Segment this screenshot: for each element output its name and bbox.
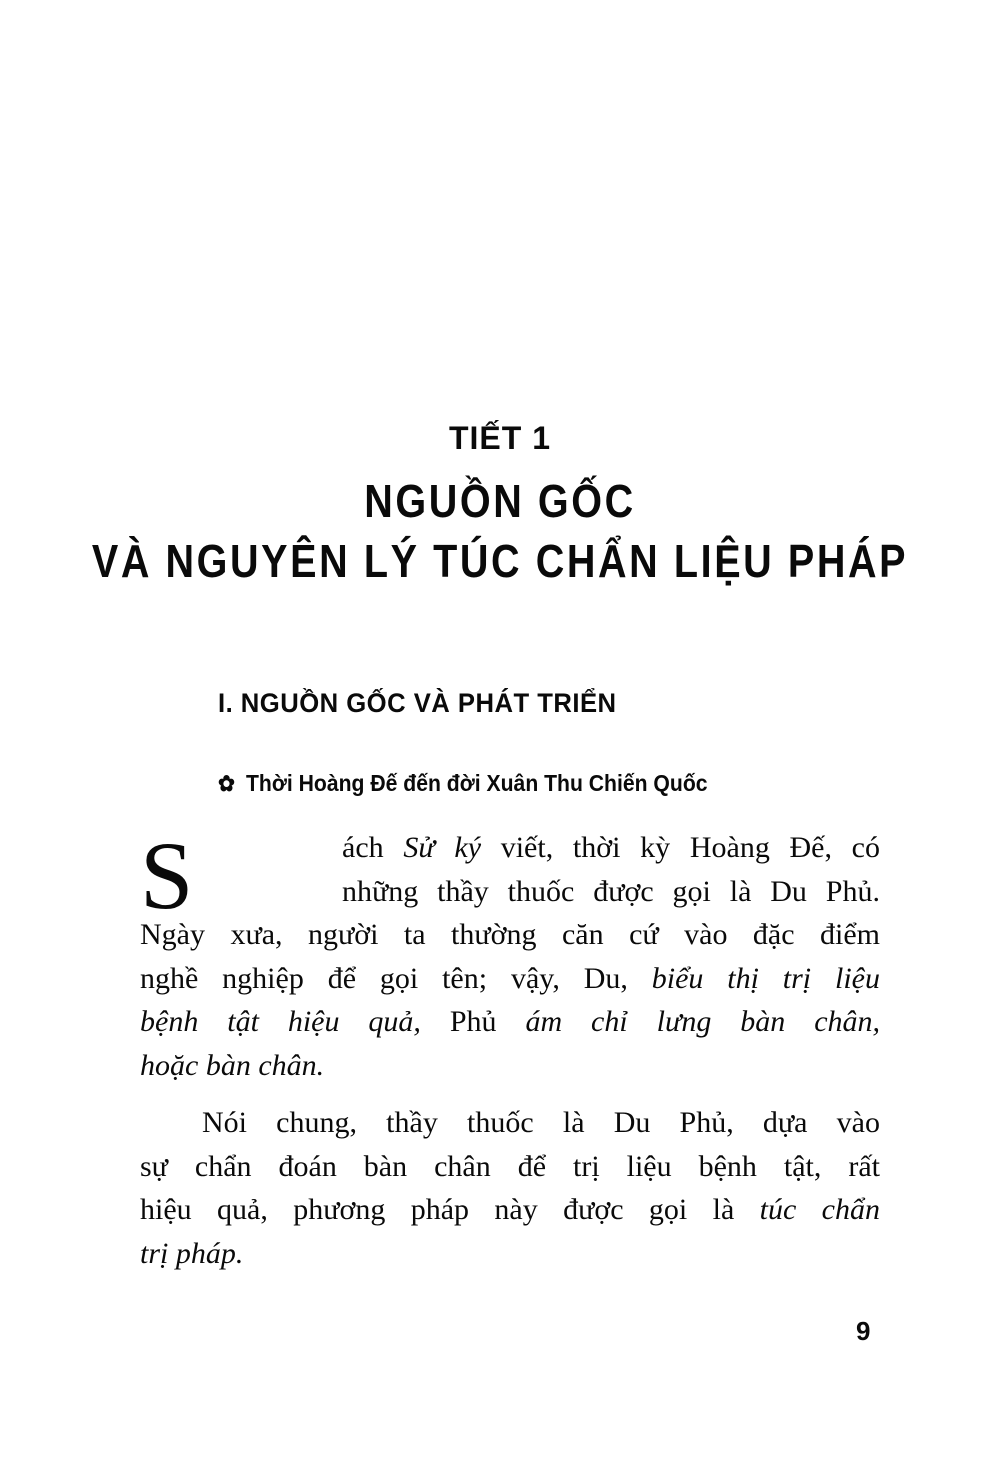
italic-phrase: túc chẩn bbox=[759, 1193, 880, 1226]
drop-cap: S bbox=[140, 822, 194, 929]
paragraph-line bbox=[140, 1044, 880, 1088]
italic-phrase: bệnh tật hiệu quả, bbox=[140, 1005, 421, 1038]
section-heading: I. NGUỒN GỐC VÀ PHÁT TRIỂN bbox=[218, 688, 617, 718]
text-run: nghề nghiệp để gọi tên; vậy, Du, bbox=[140, 961, 652, 995]
paragraph-line: Ngày xưa, người ta thường căn cứ vào đặc điểm bbox=[140, 918, 880, 951]
subsection-heading bbox=[218, 770, 708, 797]
paragraph-line bbox=[140, 1000, 880, 1044]
paragraph-2 bbox=[140, 1101, 880, 1275]
text-run: Phủ bbox=[420, 1005, 526, 1038]
italic-phrase: trị pháp. bbox=[140, 1236, 244, 1270]
text-run: hiệu quả, phương pháp này được gọi là bbox=[140, 1193, 760, 1226]
paragraph-line bbox=[140, 957, 880, 1001]
paragraph-1 bbox=[140, 822, 881, 1087]
italic-phrase: biểu thị trị liệu bbox=[651, 961, 880, 995]
paragraph-line bbox=[140, 1188, 880, 1232]
paragraph-line bbox=[140, 1232, 880, 1276]
paragraph-line: những thầy thuốc được gọi là Du Phủ. bbox=[342, 874, 880, 908]
paragraph-line: Nói chung, thầy thuốc là Du Phủ, dựa vào bbox=[202, 1106, 880, 1139]
text-run: ách bbox=[342, 831, 404, 864]
text-run: viết, thời kỳ Hoàng Đế, có bbox=[481, 831, 880, 864]
italic-phrase: ám chỉ lưng bàn chân, bbox=[525, 1005, 881, 1038]
chapter-title-line-2: VÀ NGUYÊN LÝ TÚC CHẨN LIỆU PHÁP bbox=[91, 535, 909, 587]
paragraph-line: sự chẩn đoán bàn chân để trị liệu bệnh tật, rất bbox=[140, 1149, 880, 1183]
chapter-title-line-1: NGUỒN GỐC bbox=[364, 475, 636, 527]
chapter-label: TIẾT 1 bbox=[448, 420, 551, 456]
flower-icon: ✿ bbox=[218, 770, 235, 796]
paragraph-line bbox=[140, 826, 880, 870]
italic-phrase: hoặc bàn chân. bbox=[140, 1048, 325, 1082]
book-title-italic: Sử ký bbox=[403, 831, 482, 864]
subsection-heading-text: Thời Hoàng Đế đến đời Xuân Thu Chiến Quốc bbox=[246, 770, 708, 796]
page-number: 9 bbox=[856, 1316, 871, 1346]
